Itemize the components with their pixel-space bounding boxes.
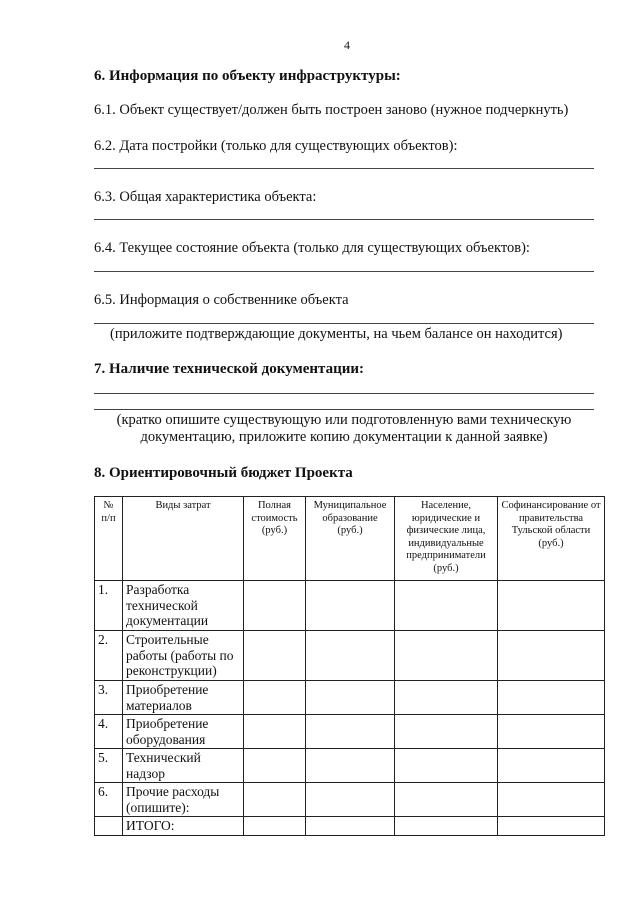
budget-table (94, 496, 605, 836)
row-number: 1. (95, 581, 123, 631)
row-number (95, 817, 123, 836)
table-header-row (95, 497, 605, 581)
row-number: 5. (95, 749, 123, 783)
row-label: Приобретение оборудования (123, 715, 244, 749)
answer-line-6-2 (94, 168, 594, 169)
row-number: 2. (95, 631, 123, 681)
row-label: Разработка технической документации (123, 581, 244, 631)
empty-cell (498, 581, 605, 631)
page-number: 4 (344, 38, 350, 52)
total-label: ИТОГО: (123, 817, 244, 836)
row-label: Строительные работы (работы по реконструкции) (123, 631, 244, 681)
item-6-5-note: (приложите подтверждающие документы, на чьем балансе он находится) (110, 326, 563, 342)
col-header-municipality: Муниципальное образование (руб.) (306, 497, 395, 581)
item-6-1: 6.1. Объект существует/должен быть построен заново (нужное подчеркнуть) (94, 102, 569, 118)
empty-cell (306, 749, 395, 783)
table-row (95, 581, 605, 631)
empty-cell (244, 749, 306, 783)
col-header-cost-type: Виды затрат (123, 497, 244, 581)
answer-line-6-4 (94, 271, 594, 272)
empty-cell (306, 783, 395, 817)
empty-cell (306, 817, 395, 836)
empty-cell (498, 817, 605, 836)
empty-cell (498, 749, 605, 783)
empty-cell (244, 817, 306, 836)
section-7-note-line2: документацию, приложите копию документации к данной заявке) (140, 429, 548, 445)
empty-cell (395, 817, 498, 836)
empty-cell (306, 581, 395, 631)
empty-cell (306, 715, 395, 749)
table-row (95, 681, 605, 715)
table-total-row (95, 817, 605, 836)
table-row (95, 749, 605, 783)
empty-cell (395, 631, 498, 681)
empty-cell (498, 783, 605, 817)
table-row (95, 783, 605, 817)
empty-cell (395, 681, 498, 715)
row-number: 6. (95, 783, 123, 817)
col-header-total-cost: Полная стоимость (руб.) (244, 497, 306, 581)
empty-cell (498, 631, 605, 681)
section-7-note-line1: (кратко опишите существующую или подготовленную вами техническую (116, 412, 572, 428)
empty-cell (498, 681, 605, 715)
table-row (95, 631, 605, 681)
row-label: Прочие расходы (опишите): (123, 783, 244, 817)
empty-cell (395, 715, 498, 749)
empty-cell (244, 715, 306, 749)
section-6-heading: 6. Информация по объекту инфраструктуры: (94, 68, 401, 84)
empty-cell (244, 631, 306, 681)
item-6-2: 6.2. Дата постройки (только для существующих объектов): (94, 138, 458, 154)
empty-cell (244, 783, 306, 817)
empty-cell (306, 681, 395, 715)
col-header-number: № п/п (95, 497, 123, 581)
empty-cell (395, 581, 498, 631)
answer-line-6-3 (94, 219, 594, 220)
row-label: Приобретение материалов (123, 681, 244, 715)
row-number: 4. (95, 715, 123, 749)
answer-line-7b (94, 409, 594, 410)
col-header-cofinancing: Софинансирование от правительства Тульской области (руб.) (498, 497, 605, 581)
item-6-4: 6.4. Текущее состояние объекта (только для существующих объектов): (94, 240, 530, 256)
answer-line-6-5 (94, 323, 594, 324)
row-number: 3. (95, 681, 123, 715)
item-6-3: 6.3. Общая характеристика объекта: (94, 189, 317, 205)
section-7-heading: 7. Наличие технической документации: (94, 361, 364, 377)
empty-cell (395, 783, 498, 817)
item-6-5: 6.5. Информация о собственнике объекта (94, 292, 349, 308)
empty-cell (306, 631, 395, 681)
section-8-heading: 8. Ориентировочный бюджет Проекта (94, 465, 353, 481)
empty-cell (498, 715, 605, 749)
answer-line-7a (94, 393, 594, 394)
row-label: Технический надзор (123, 749, 244, 783)
table-row (95, 715, 605, 749)
col-header-population: Население, юридические и физические лица, индивидуальные предприниматели (руб.) (395, 497, 498, 581)
empty-cell (244, 681, 306, 715)
empty-cell (395, 749, 498, 783)
empty-cell (244, 581, 306, 631)
